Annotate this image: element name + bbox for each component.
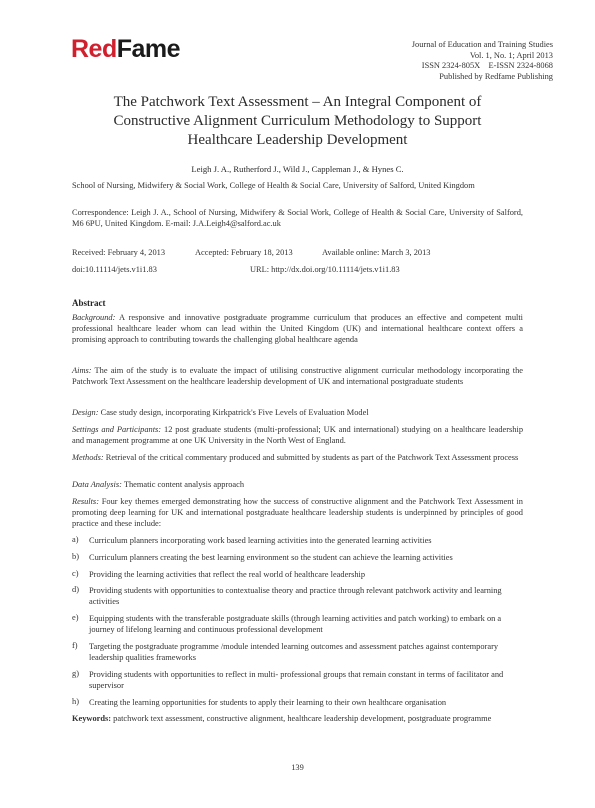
title-line: Healthcare Leadership Development	[187, 132, 408, 148]
title-line: Constructive Alignment Curriculum Methodology to Support	[113, 113, 482, 129]
page-number: 139	[291, 763, 304, 772]
title-line: The Patchwork Text Assessment – An Integral Component of	[113, 94, 482, 110]
design-text: Case study design, incorporating Kirkpatrick's Five Levels of Evaluation Model	[100, 408, 369, 417]
abstract-heading: Abstract	[72, 298, 106, 308]
keywords-text: patchwork text assessment, constructive alignment, healthcare leadership development, postgraduate programme	[113, 714, 492, 723]
journal-name: Journal of Education and Training Studies	[411, 40, 553, 49]
list-item: Equipping students with the transferable postgraduate skills (through learning activities and patch working) to embark on a journey of lifelong learning and continuous professional development	[89, 614, 502, 635]
list-item: Providing students with opportunities to contextualise theory and practice through relevant patchwork activity and learning activities	[89, 586, 502, 607]
affiliation: School of Nursing, Midwifery & Social Work, College of Health & Social Care, University of Salford, United Kingdom	[72, 181, 475, 190]
list-item: Curriculum planners creating the best learning environment so the student can achieve the learning activities	[89, 553, 453, 562]
keywords	[72, 713, 523, 724]
list-item: Providing students with opportunities to reflect in multi- professional groups that remain constant in terms of facilitator and supervisor	[89, 670, 504, 691]
methods-text: Retrieval of the critical commentary produced and submitted by students as part of the Patchwork Text Assessment process	[105, 453, 519, 462]
results-label: Results:	[72, 497, 99, 506]
doi: doi:10.11114/jets.v1i1.83	[72, 265, 157, 274]
journal-info	[412, 40, 553, 82]
list-item: Curriculum planners incorporating work based learning activities into the generated learning activities	[89, 536, 432, 545]
abstract-data-analysis	[72, 479, 523, 490]
abstract-results	[72, 496, 523, 530]
logo-black-text: Fame	[116, 35, 181, 63]
results-text: Four key themes emerged demonstrating how the success of constructive alignment and the Patchwork Text Assessment in promoting deep learning for UK and international postgraduate healthcare leadership students is underpinned by principles of good practice and these include:	[72, 497, 523, 529]
data-analysis-label: Data Analysis:	[72, 480, 122, 489]
list-item-letter: g)	[72, 669, 79, 678]
aims-text: The aim of the study is to evaluate the impact of utilising constructive alignment curricular methodology incorporating the Patchwork Text Assessment on the healthcare leadership development of UK and international postgraduate students	[72, 366, 523, 387]
list-item: Creating the learning opportunities for students to apply their learning to their own healthcare organisation	[89, 698, 447, 707]
design-label: Design:	[72, 408, 99, 417]
data-analysis-text: Thematic content analysis approach	[123, 480, 245, 489]
correspondence: Correspondence: Leigh J. A., School of Nursing, Midwifery & Social Work, College of Health & Social Care, University of Salford, M6 6PU, United Kingdom. E-mail: J.A.Leigh4@salford.ac.uk	[72, 208, 523, 229]
keywords-label: Keywords:	[72, 714, 112, 723]
list-item-letter: h)	[72, 697, 79, 706]
list-item-letter: f)	[72, 641, 78, 650]
list-item-letter: e)	[72, 613, 79, 622]
abstract-settings	[72, 424, 523, 446]
abstract-background	[72, 312, 523, 346]
journal-volume: Vol. 1, No. 1; April 2013	[469, 50, 553, 60]
abstract-aims	[72, 365, 523, 387]
logo-red-text: Red	[71, 35, 117, 63]
settings-text: 12 post graduate students (multi-professional; UK and international) studying on a healthcare leadership and management programme at one UK University in the North West of England.	[72, 425, 524, 446]
background-label: Background:	[72, 313, 116, 322]
received-date: Received: February 4, 2013	[72, 248, 166, 257]
list-item: Providing the learning activities that reflect the real world of healthcare leadership	[89, 570, 366, 579]
accepted-date: Accepted: February 18, 2013	[195, 248, 293, 257]
available-date: Available online: March 3, 2013	[322, 248, 431, 257]
abstract-design	[72, 407, 523, 418]
settings-label: Settings and Participants:	[72, 425, 162, 434]
article-title	[60, 93, 535, 150]
publisher-logo	[71, 37, 180, 62]
author-list: Leigh J. A., Rutherford J., Wild J., Cappleman J., & Hynes C.	[191, 164, 404, 174]
aims-label: Aims:	[72, 366, 92, 375]
methods-label: Methods:	[72, 453, 104, 462]
list-item-letter: a)	[72, 535, 79, 544]
list-item-letter: b)	[72, 552, 79, 561]
list-item-letter: d)	[72, 585, 79, 594]
list-item: Targeting the postgraduate programme /module intended learning outcomes and assessment patches against contemporary leadership qualities frameworks	[89, 642, 499, 663]
background-text: A responsive and innovative postgraduate programme curriculum that produces an effective and competent multi professional healthcare leader whom can lead within the United Kingdom (UK) and international healthcare context offers a promising approach to contributing towards the challenging global healthcare agenda	[72, 313, 523, 345]
journal-publisher: Published by Redfame Publishing	[439, 71, 553, 81]
doi-url[interactable]: URL: http://dx.doi.org/10.11114/jets.v1i1.83	[250, 265, 400, 274]
list-item-letter: c)	[72, 569, 79, 578]
abstract-methods	[72, 452, 523, 463]
journal-issn: ISSN 2324-805X E-ISSN 2324-8068	[421, 61, 553, 70]
